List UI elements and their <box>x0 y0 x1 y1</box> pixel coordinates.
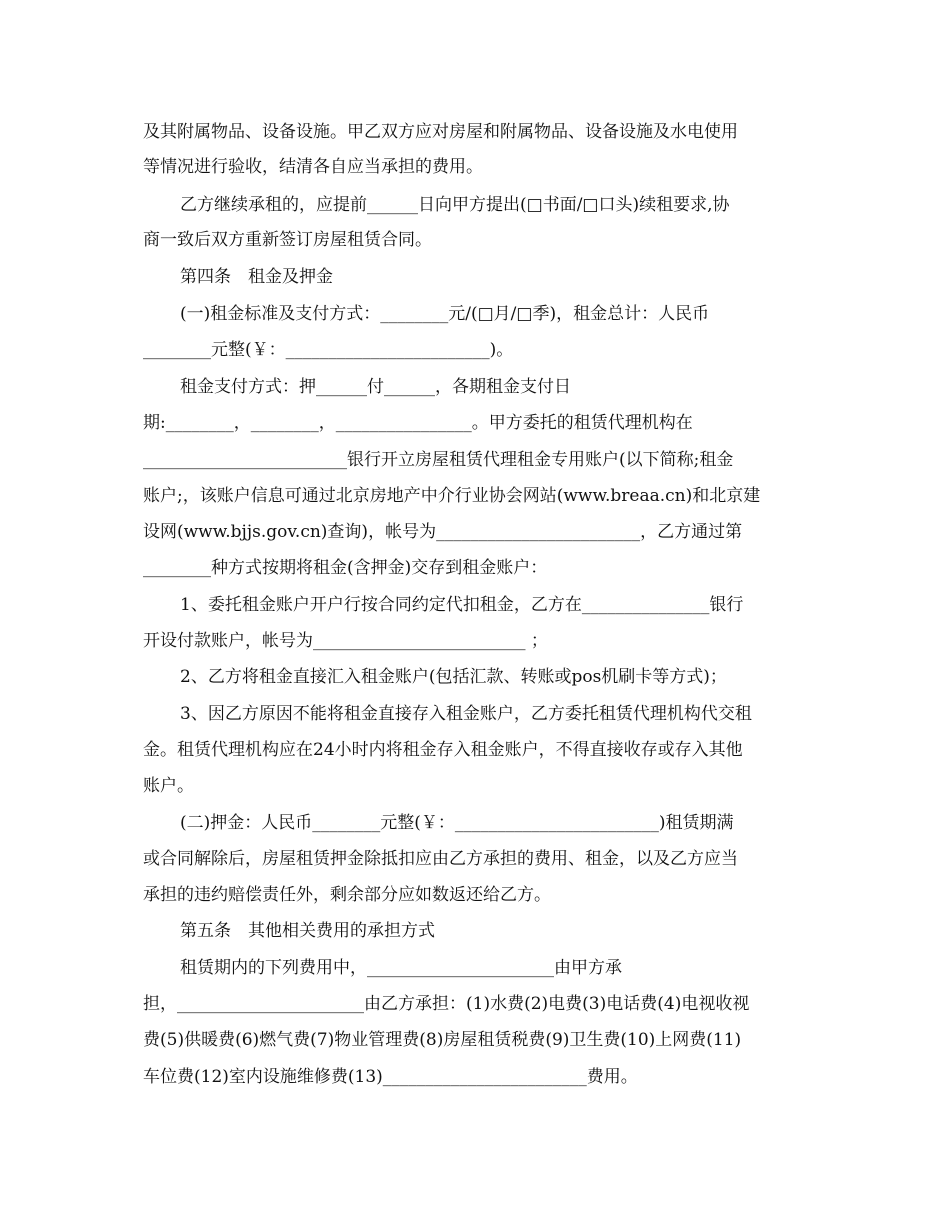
text-line: 1、委托租金账户开户行按合同约定代扣租金，乙方在_______________银行 <box>180 595 744 615</box>
text-line: 担，______________________由乙方承担：(1)水费(2)电费(3)电话费(4)电视收视 <box>143 994 750 1014</box>
text-line: 账户;，该账户信息可通过北京房地产中介行业协会网站(www.breaa.cn)和北京建 <box>143 486 761 506</box>
text-line: 车位费(12)室内设施维修费(13)________________________费用。 <box>143 1067 638 1087</box>
text-line: 租赁期内的下列费用中，______________________由甲方承 <box>180 958 622 978</box>
text-line: ________种方式按期将租金(含押金)交存到租金账户： <box>143 558 548 578</box>
text-line: 金。租赁代理机构应在24小时内将租金存入租金账户，不得直接收存或存入其他 <box>143 740 743 760</box>
section-heading: 第五条 其他相关费用的承担方式 <box>180 921 435 941</box>
text-line: ________________________银行开立房屋租赁代理租金专用账户(以下简称;租金 <box>143 450 734 470</box>
text-line: 开设付款账户，帐号为_________________________ ； <box>143 631 548 651</box>
text-line: 费(5)供暖费(6)燃气费(7)物业管理费(8)房屋租赁税费(9)卫生费(10)上网费(11) <box>143 1030 742 1050</box>
text-line: 乙方继续承租的，应提前______日向甲方提出(□书面/□口头)续租要求,协 <box>180 195 730 215</box>
text-line: 3、因乙方原因不能将租金直接存入租金账户，乙方委托租赁代理机构代交租 <box>180 704 752 724</box>
text-line: 设网(www.bjjs.gov.cn)查询)，帐号为________________________，乙方通过第 <box>143 522 743 542</box>
text-line: (一)租金标准及支付方式：________元/(□月/□季)，租金总计：人民币 <box>180 304 710 324</box>
text-line: (二)押金：人民币________元整(￥：________________________)租赁期满 <box>180 813 734 833</box>
text-line: ________元整(￥：________________________)。 <box>143 340 514 360</box>
text-line: 租金支付方式：押______付______，各期租金支付日 <box>180 377 571 397</box>
text-line: 或合同解除后，房屋租赁押金除抵扣应由乙方承担的费用、租金，以及乙方应当 <box>143 849 738 869</box>
text-line: 2、乙方将租金直接汇入租金账户(包括汇款、转账或pos机刷卡等方式)； <box>180 667 727 687</box>
text-line: 商一致后双方重新签订房屋租赁合同。 <box>143 230 432 250</box>
text-line: 承担的违约赔偿责任外，剩余部分应如数返还给乙方。 <box>143 885 551 905</box>
section-heading: 第四条 租金及押金 <box>180 267 333 287</box>
text-line: 期:________，________，________________。甲方委托的租赁代理机构在 <box>143 413 693 433</box>
text-line: 账户。 <box>143 776 194 796</box>
text-line: 及其附属物品、设备设施。甲乙双方应对房屋和附属物品、设备设施及水电使用 <box>143 122 738 142</box>
text-line: 等情况进行验收，结清各自应当承担的费用。 <box>143 157 483 177</box>
